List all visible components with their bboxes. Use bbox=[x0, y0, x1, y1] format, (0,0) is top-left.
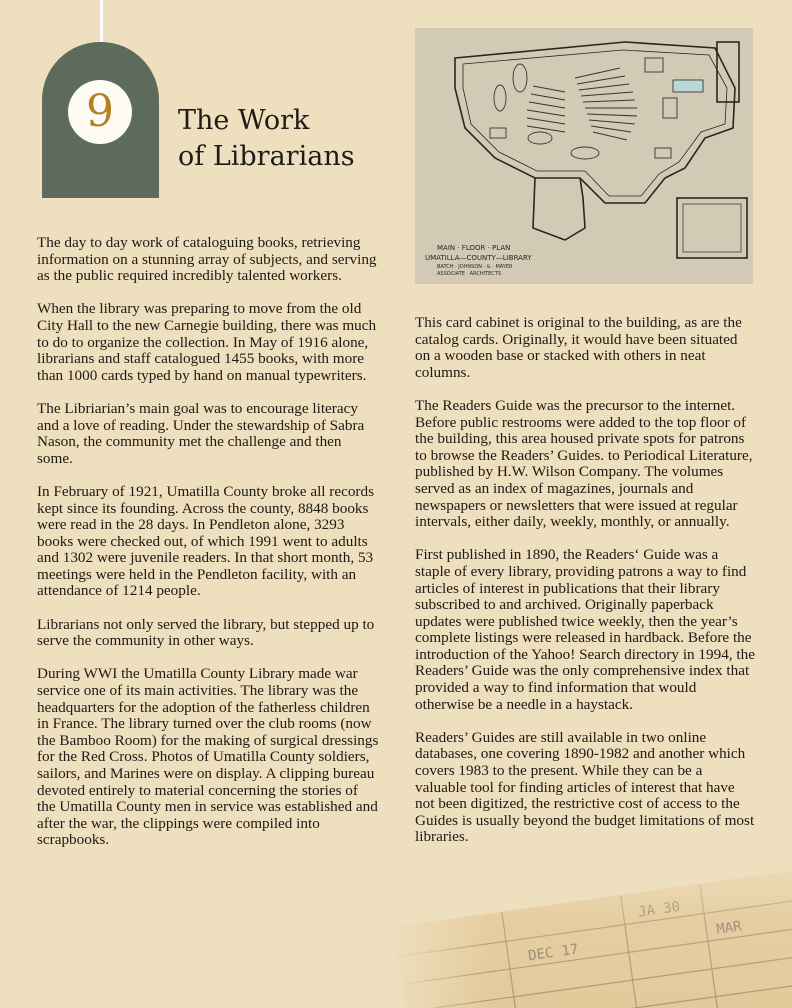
chapter-number-circle bbox=[68, 80, 132, 144]
paragraph: During WWI the Umatilla County Library made war service one of its main activities. The library was the headquarters for the adoption of the fatherless children in France. The library turned over the club rooms (now the Bamboo Room) for the making of surgical dressings for the Red Cross. Photos of Umatilla County soldiers, sailors, and Marines were on display. A clipping bureau devoted entirely to material concerning the stories of the Umatilla County men in service was established and after the war, the clippings were compiled into scrapbooks. bbox=[37, 665, 379, 849]
chapter-badge bbox=[42, 42, 159, 198]
paragraph: In February of 1921, Umatilla County broke all records kept since its founding. Across the county, 8848 books were read in the 28 days. In Pendleton alone, 3293 books were checked out, of which 1991 went to adults and 1302 were juvenile readers. In that short month, 53 meetings were held in the Pendleton facility, with an attendance of 1214 people. bbox=[37, 482, 374, 600]
paragraph: When the library was preparing to move from the old City Hall to the new Carnegie building, there was much to do to organize the collection. In May of 1916 alone, librarians and staff catalogued 1455 books, with more than 1000 cards typed by hand on manual typewriters. bbox=[37, 300, 377, 384]
paragraph: This card cabinet is original to the building, as are the catalog cards. Originally, it would have been situated on a wooden base or stacked with others in neat columns. bbox=[415, 314, 742, 381]
paragraph: The day to day work of cataloguing books, retrieving information on a stunning array of subjects, and serving as the public required incredibly talented workers. bbox=[37, 234, 377, 285]
page-title-line-1: The Work bbox=[178, 105, 310, 136]
chapter-number: 9 bbox=[86, 86, 114, 137]
left-text-column bbox=[37, 235, 379, 866]
page-title-line-2: of Librarians bbox=[178, 141, 355, 172]
floor-plan-drawing bbox=[415, 28, 753, 284]
plan-label-1: MAIN · FLOOR · PLAN bbox=[437, 244, 511, 252]
plan-label-4: ASSOCIATE · ARCHITECTS bbox=[437, 271, 501, 277]
paragraph: The Readers Guide was the precursor to the internet. Before public restrooms were added to the top floor of the building, this area housed private spots for patrons to browse the Readers’ Guides. to Periodical Literature, published by H.W. Wilson Company. The volumes served as an index of magazines, journals and newspapers or newsletters that were issued at regular intervals, either daily, weekly, monthly, or annually. bbox=[415, 396, 753, 531]
catalog-card-image bbox=[388, 850, 792, 1008]
paragraph: Librarians not only served the library, but stepped up to serve the community in other ways. bbox=[37, 615, 375, 650]
right-text-column bbox=[415, 315, 755, 863]
plan-label-2: UMATILLA—COUNTY—LIBRARY bbox=[425, 254, 532, 262]
page-title bbox=[178, 103, 355, 175]
floor-plan-image bbox=[415, 28, 753, 284]
catalog-card-drawing bbox=[388, 850, 792, 1008]
paragraph: The Libriarian’s main goal was to encourage literacy and a love of reading. Under the stewardship of Sabra Nason, the community met the challenge and then some. bbox=[37, 399, 365, 467]
paragraph: Readers’ Guides are still available in two online databases, one covering 1890-1982 and another which covers 1983 to the present. While they can be a valuable tool for finding articles of interest that have not been digitized, the restrictive cost of access to the Guides is usually beyond the budget limitations of most libraries. bbox=[415, 728, 755, 846]
paragraph: First published in 1890, the Readers‘ Guide was a staple of every library, providing patrons a way to find articles of interest in publications that their library subscribed to and archived. Originally paperback updates were published twice weekly, then the year’s complete listings were released in hardback. Before the introduction of the Yahoo! Search directory in 1994, the Readers’ Guide was the only comprehensive index that provided a way to find information that would otherwise be a needle in a haystack. bbox=[415, 546, 755, 713]
plan-label-3: BATCH · JOHNSON · & · MAYER bbox=[437, 264, 513, 270]
